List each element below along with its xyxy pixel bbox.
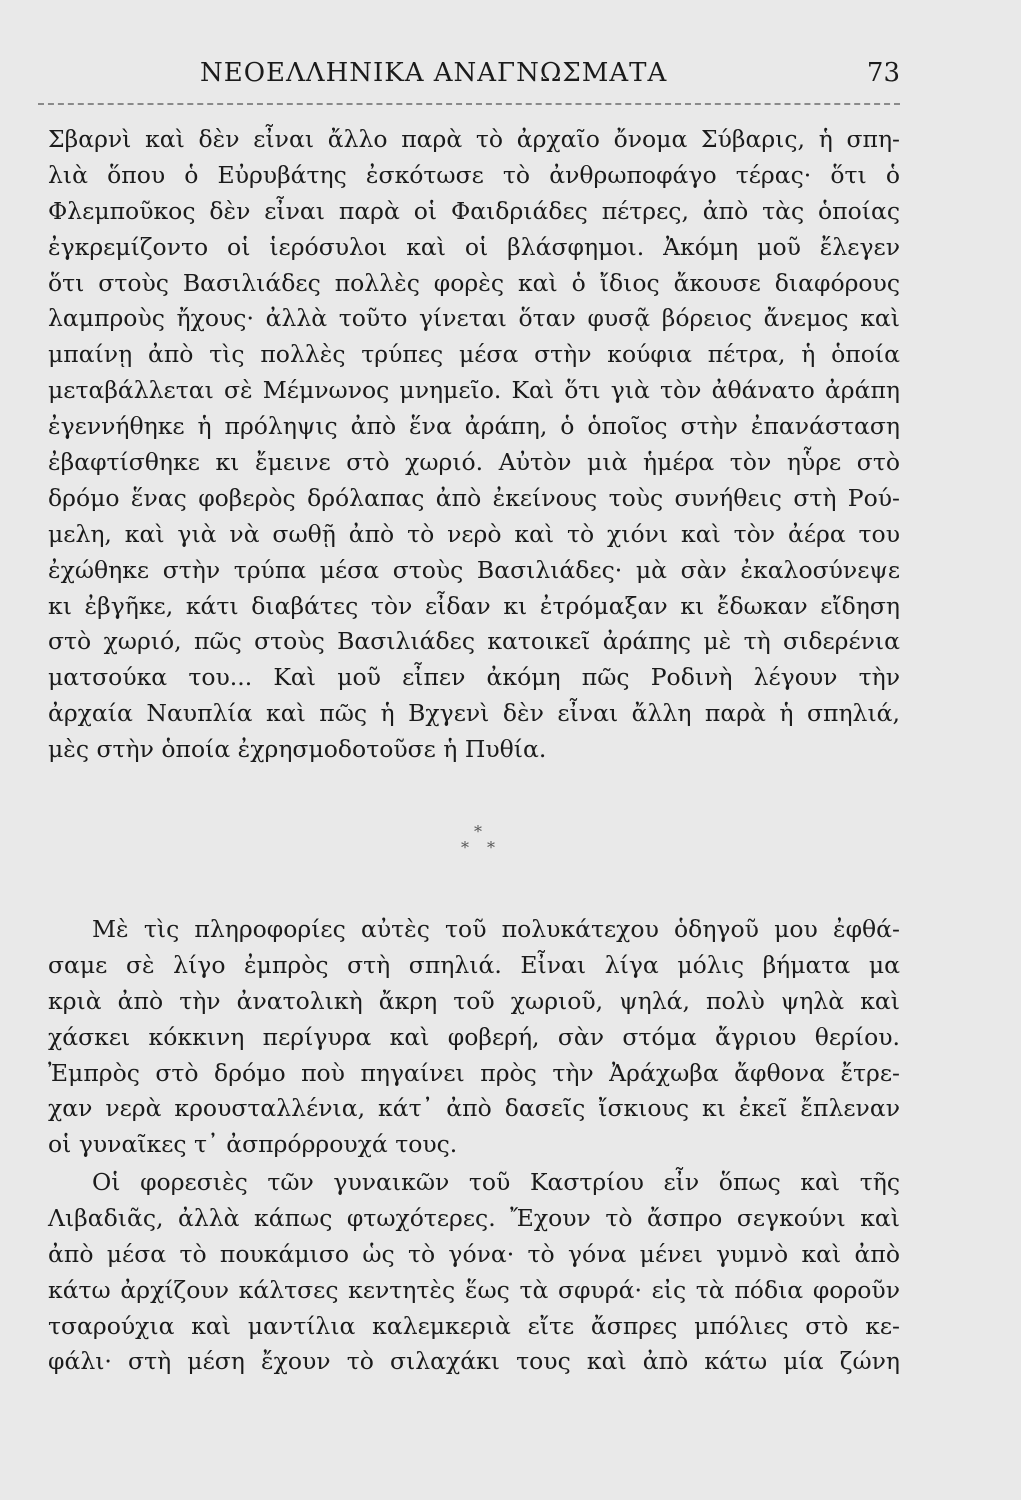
running-head <box>40 52 900 92</box>
text-line: μὲς στὴν ὁποία ἐχρησμοδοτοῦσε ἡ Πυθία. <box>48 735 547 764</box>
page-number: 73 <box>866 58 900 88</box>
header-rule <box>38 103 900 105</box>
text-line: Σβαρνὶ καὶ δὲν εἶναι ἄλλο παρὰ τὸ ἀρχαῖο ὄνομα Σύβαρις, ἡ σπη- <box>48 125 900 153</box>
text-line: μπαίνῃ ἀπὸ τὶς πολλὲς τρύπες μέσα στὴν κούφια πέτρα, ἡ ὁποία <box>48 340 900 369</box>
text-line: μεταβάλλεται σὲ Μέμνωνος μνημεῖο. Καὶ ὅτι γιὰ τὸν ἀθάνατο ἀράπη <box>48 376 900 405</box>
text-line: ματσούκα του... Καὶ μοῦ εἶπεν ἀκόμη πῶς Ροδινὴ λέγουν τὴν <box>48 663 900 692</box>
text-line: χαν νερὰ κρουσταλλένια, κάτ᾽ ἀπὸ δασεῖς ἴσκιους κι ἐκεῖ ἔπλεναν <box>48 1094 900 1123</box>
asterisk-mark: * <box>461 838 469 857</box>
text-line: ἐγκρεμίζοντο οἱ ἱερόσυλοι καὶ οἱ βλάσφημοι. Ἀκόμη μοῦ ἔλεγεν <box>48 232 900 261</box>
text-line: Μὲ τὶς πληροφορίες αὐτὲς τοῦ πολυκάτεχου ὁδηγοῦ μου ἐφθά- <box>92 915 900 943</box>
text-line: τσαρούχια καὶ μαντίλια καλεμκεριὰ εἴτε ἄσπρες μπόλιες στὸ κε- <box>48 1311 900 1340</box>
asterisk-mark: * <box>474 822 482 841</box>
text-line: Ἐμπρὸς στὸ δρόμο ποὺ πηγαίνει πρὸς τὴν Ἀράχωβα ἄφθονα ἔτρε- <box>48 1058 900 1087</box>
text-line: Φλεμποῦκος δὲν εἶναι παρὰ οἱ Φαιδριάδες πέτρες, ἀπὸ τὰς ὁποίας <box>48 196 900 225</box>
asterisk-mark: * <box>487 838 495 857</box>
text-line: κι ἐβγῆκε, κάτι διαβάτες τὸν εἶδαν κι ἐτρόμαξαν κι ἔδωκαν εἴδηση <box>48 591 900 620</box>
paragraph-3 <box>48 1165 900 1380</box>
section-separator <box>455 824 505 874</box>
text-line: ἐβαφτίσθηκε κι ἔμεινε στὸ χωριό. Αὐτὸν μιὰ ἡμέρα τὸν ηὗρε στὸ <box>48 448 900 477</box>
text-line: λαμπροὺς ἤχους· ἀλλὰ τοῦτο γίνεται ὅταν φυσᾷ βόρειος ἄνεμος καὶ <box>48 304 900 333</box>
text-line: στὸ χωριό, πῶς στοὺς Βασιλιάδες κατοικεῖ ἀράπης μὲ τὴ σιδερένια <box>48 627 900 656</box>
paragraph-2 <box>48 912 900 1163</box>
text-line: ἐχώθηκε στὴν τρύπα μέσα στοὺς Βασιλιάδες· μὰ σὰν ἐκαλοσύνεψε <box>48 555 900 584</box>
text-line: Λιβαδιᾶς, ἀλλὰ κάπως φτωχότερες. Ἔχουν τὸ ἄσπρο σεγκούνι καὶ <box>48 1203 900 1232</box>
text-line: φάλι· στὴ μέση ἔχουν τὸ σιλαχάκι τους καὶ ἀπὸ κάτω μία ζώνη <box>48 1347 900 1376</box>
text-line: ἀρχαία Ναυπλία καὶ πῶς ἡ Βχγενὶ δὲν εἶναι ἄλλη παρὰ ἡ σπηλιά, <box>48 699 900 728</box>
text-line: ὅτι στοὺς Βασιλιάδες πολλὲς φορὲς καὶ ὁ ἴδιος ἄκουσε διαφόρους <box>48 268 900 297</box>
text-line: χάσκει κόκκινη περίγυρα καὶ φοβερή, σὰν στόμα ἄγριου θερίου. <box>48 1022 900 1051</box>
text-line: ἀπὸ μέσα τὸ πουκάμισο ὡς τὸ γόνα· τὸ γόνα μένει γυμνὸ καὶ ἀπὸ <box>48 1239 900 1268</box>
text-line: κάτω ἀρχίζουν κάλτσες κεντητὲς ἕως τὰ σφυρά· εἰς τὰ πόδια φοροῦν <box>48 1275 900 1304</box>
text-line: δρόμο ἕνας φοβερὸς δρόλαπας ἀπὸ ἐκείνους τοὺς συνήθεις στὴ Ρού- <box>48 483 900 512</box>
paragraph-1 <box>48 122 900 768</box>
text-line: οἱ γυναῖκες τ᾽ ἀσπρόρρουχά τους. <box>48 1130 458 1159</box>
running-title: ΝΕΟΕΛΛΗΝΙΚΑ ΑΝΑΓΝΩΣΜΑΤΑ <box>200 58 668 88</box>
text-line: ἐγεννήθηκε ἡ πρόληψις ἀπὸ ἕνα ἀράπη, ὁ ὁποῖος στὴν ἐπανάσταση <box>48 412 900 441</box>
text-line: σαμε σὲ λίγο ἐμπρὸς στὴ σπηλιά. Εἶναι λίγα μόλις βήματα μα <box>48 950 900 979</box>
text-line: μελη, καὶ γιὰ νὰ σωθῇ ἀπὸ τὸ νερὸ καὶ τὸ χιόνι καὶ τὸν ἀέρα του <box>48 519 900 548</box>
text-line: Οἱ φορεσιὲς τῶν γυναικῶν τοῦ Καστρίου εἶν ὅπως καὶ τῆς <box>92 1168 900 1196</box>
text-line: κριὰ ἀπὸ τὴν ἀνατολικὴ ἄκρη τοῦ χωριοῦ, ψηλά, πολὺ ψηλὰ καὶ <box>48 986 900 1015</box>
text-line: λιὰ ὅπου ὁ Εὐρυβάτης ἐσκότωσε τὸ ἀνθρωποφάγο τέρας· ὅτι ὁ <box>48 160 900 189</box>
